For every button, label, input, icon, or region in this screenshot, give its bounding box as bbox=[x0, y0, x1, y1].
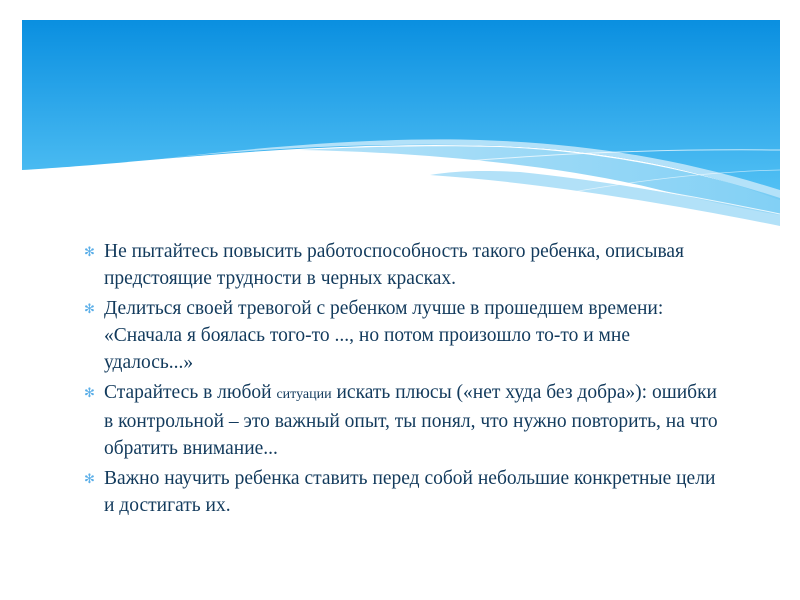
list-item bbox=[84, 295, 724, 376]
bullet-text: Не пытайтесь повысить работоспособность такого ребенка, описывая предстоящие трудности в черных красках. bbox=[104, 241, 685, 289]
asterisk-icon: ✻ bbox=[84, 244, 95, 259]
asterisk-icon: ✻ bbox=[84, 471, 95, 486]
list-item bbox=[84, 379, 724, 462]
bullet-text: Важно научить ребенка ставить перед собой небольшие конкретные цели и достигать их. bbox=[104, 468, 716, 516]
sky-wave-header bbox=[0, 0, 800, 240]
bullet-text-end: искать плюсы («нет худа без добра»): ошибки в контрольной – это важный опыт, ты понял, что нужно повторить, на что обратить внимание... bbox=[104, 382, 718, 459]
bullet-list bbox=[84, 238, 724, 522]
asterisk-icon: ✻ bbox=[84, 301, 95, 316]
bullet-text: Делиться своей тревогой с ребенком лучше в прошедшем времени: «Сначала я боялась того-то ..., но потом произошло то-то и мне удалось...» bbox=[104, 298, 664, 373]
bullet-text-start: Старайтесь в любой bbox=[104, 382, 277, 403]
bullet-text-small: ситуации bbox=[276, 387, 332, 402]
asterisk-icon: ✻ bbox=[84, 385, 95, 400]
list-item bbox=[84, 465, 724, 519]
list-item bbox=[84, 238, 724, 292]
